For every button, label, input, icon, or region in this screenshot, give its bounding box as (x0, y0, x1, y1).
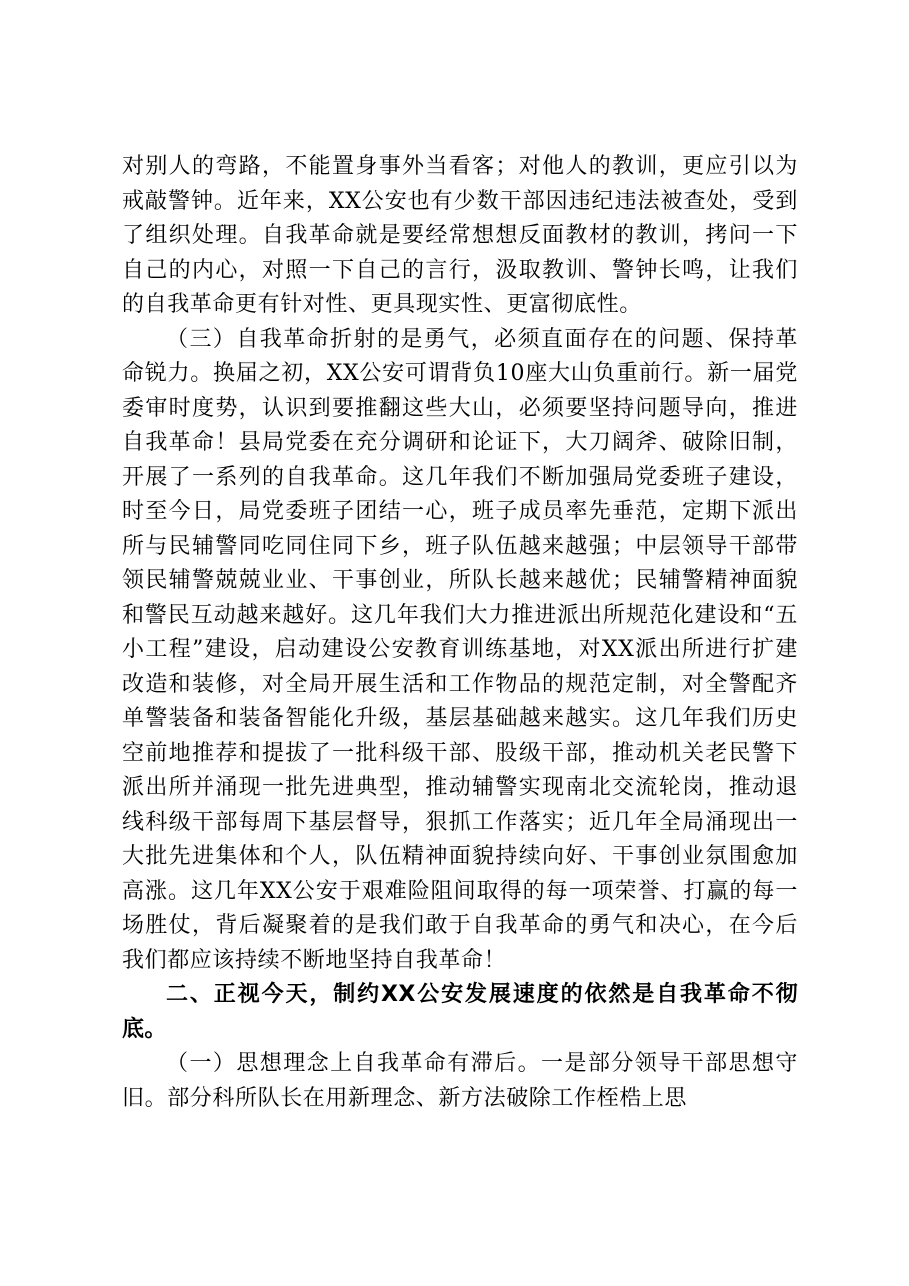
section-heading-two: 二、正视今天，制约XX公安发展速度的依然是自我革命不彻底。 (122, 982, 798, 1042)
paragraph-section-three: （三）自我革命折射的是勇气，必须直面存在的问题、保持革命锐力。换届之初，XX公安可谓背负10座大山负重前行。新一届党委审时度势，认识到要推翻这些大山，必须要坚持问题导向，推进自我革命！县局党委在充分调研和论证下，大刀阔斧、破除旧制，开展了一系列的自我革命。这几年我们不断加强局党委班子建设，时至今日，局党委班子团结一心，班子成员率先垂范，定期下派出所与民辅警同吃同住同下乡，班子队伍越来越强；中层领导干部带领民辅警兢兢业业、干事创业，所队长越来越优；民辅警精神面貌和警民互动越来越好。这几年我们大力推进派出所规范化建设和“五小工程”建设，启动建设公安教育训练基地，对XX派出所进行扩建改造和装修，对全局开展生活和工作物品的规范定制，对全警配齐单警装备和装备智能化升级，基层基础越来越实。这几年我们历史空前地推荐和提拔了一批科级干部、股级干部，推动机关老民警下派出所并涌现一批先进典型，推动辅警实现南北交流轮岗，推动退线科级干部每周下基层督导，狠抓工作落实；近几年全局涌现出一大批先进集体和个人，队伍精神面貌持续向好、干事创业氛围愈加高涨。这几年XX公安于艰难险阻间取得的每一项荣誉、打赢的每一场胜仗，背后凝聚着的是我们敢于自我革命的勇气和决心，在今后我们都应该持续不断地坚持自我革命！ (122, 326, 798, 973)
document-body (122, 150, 798, 1116)
paragraph-subsection-one: （一）思想理念上自我革命有滞后。一是部分领导干部思想守旧。部分科所队长在用新理念、新方法破除工作桎梏上思 (122, 1051, 798, 1111)
paragraph-continuation: 对别人的弯路，不能置身事外当看客；对他人的教训，更应引以为戒敲警钟。近年来，XX公安也有少数干部因违纪违法被查处，受到了组织处理。自我革命就是要经常想想反面教材的教训，拷问一下自己的内心，对照一下自己的言行，汲取教训、警钟长鸣，让我们的自我革命更有针对性、更具现实性、更富彻底性。 (122, 154, 798, 317)
